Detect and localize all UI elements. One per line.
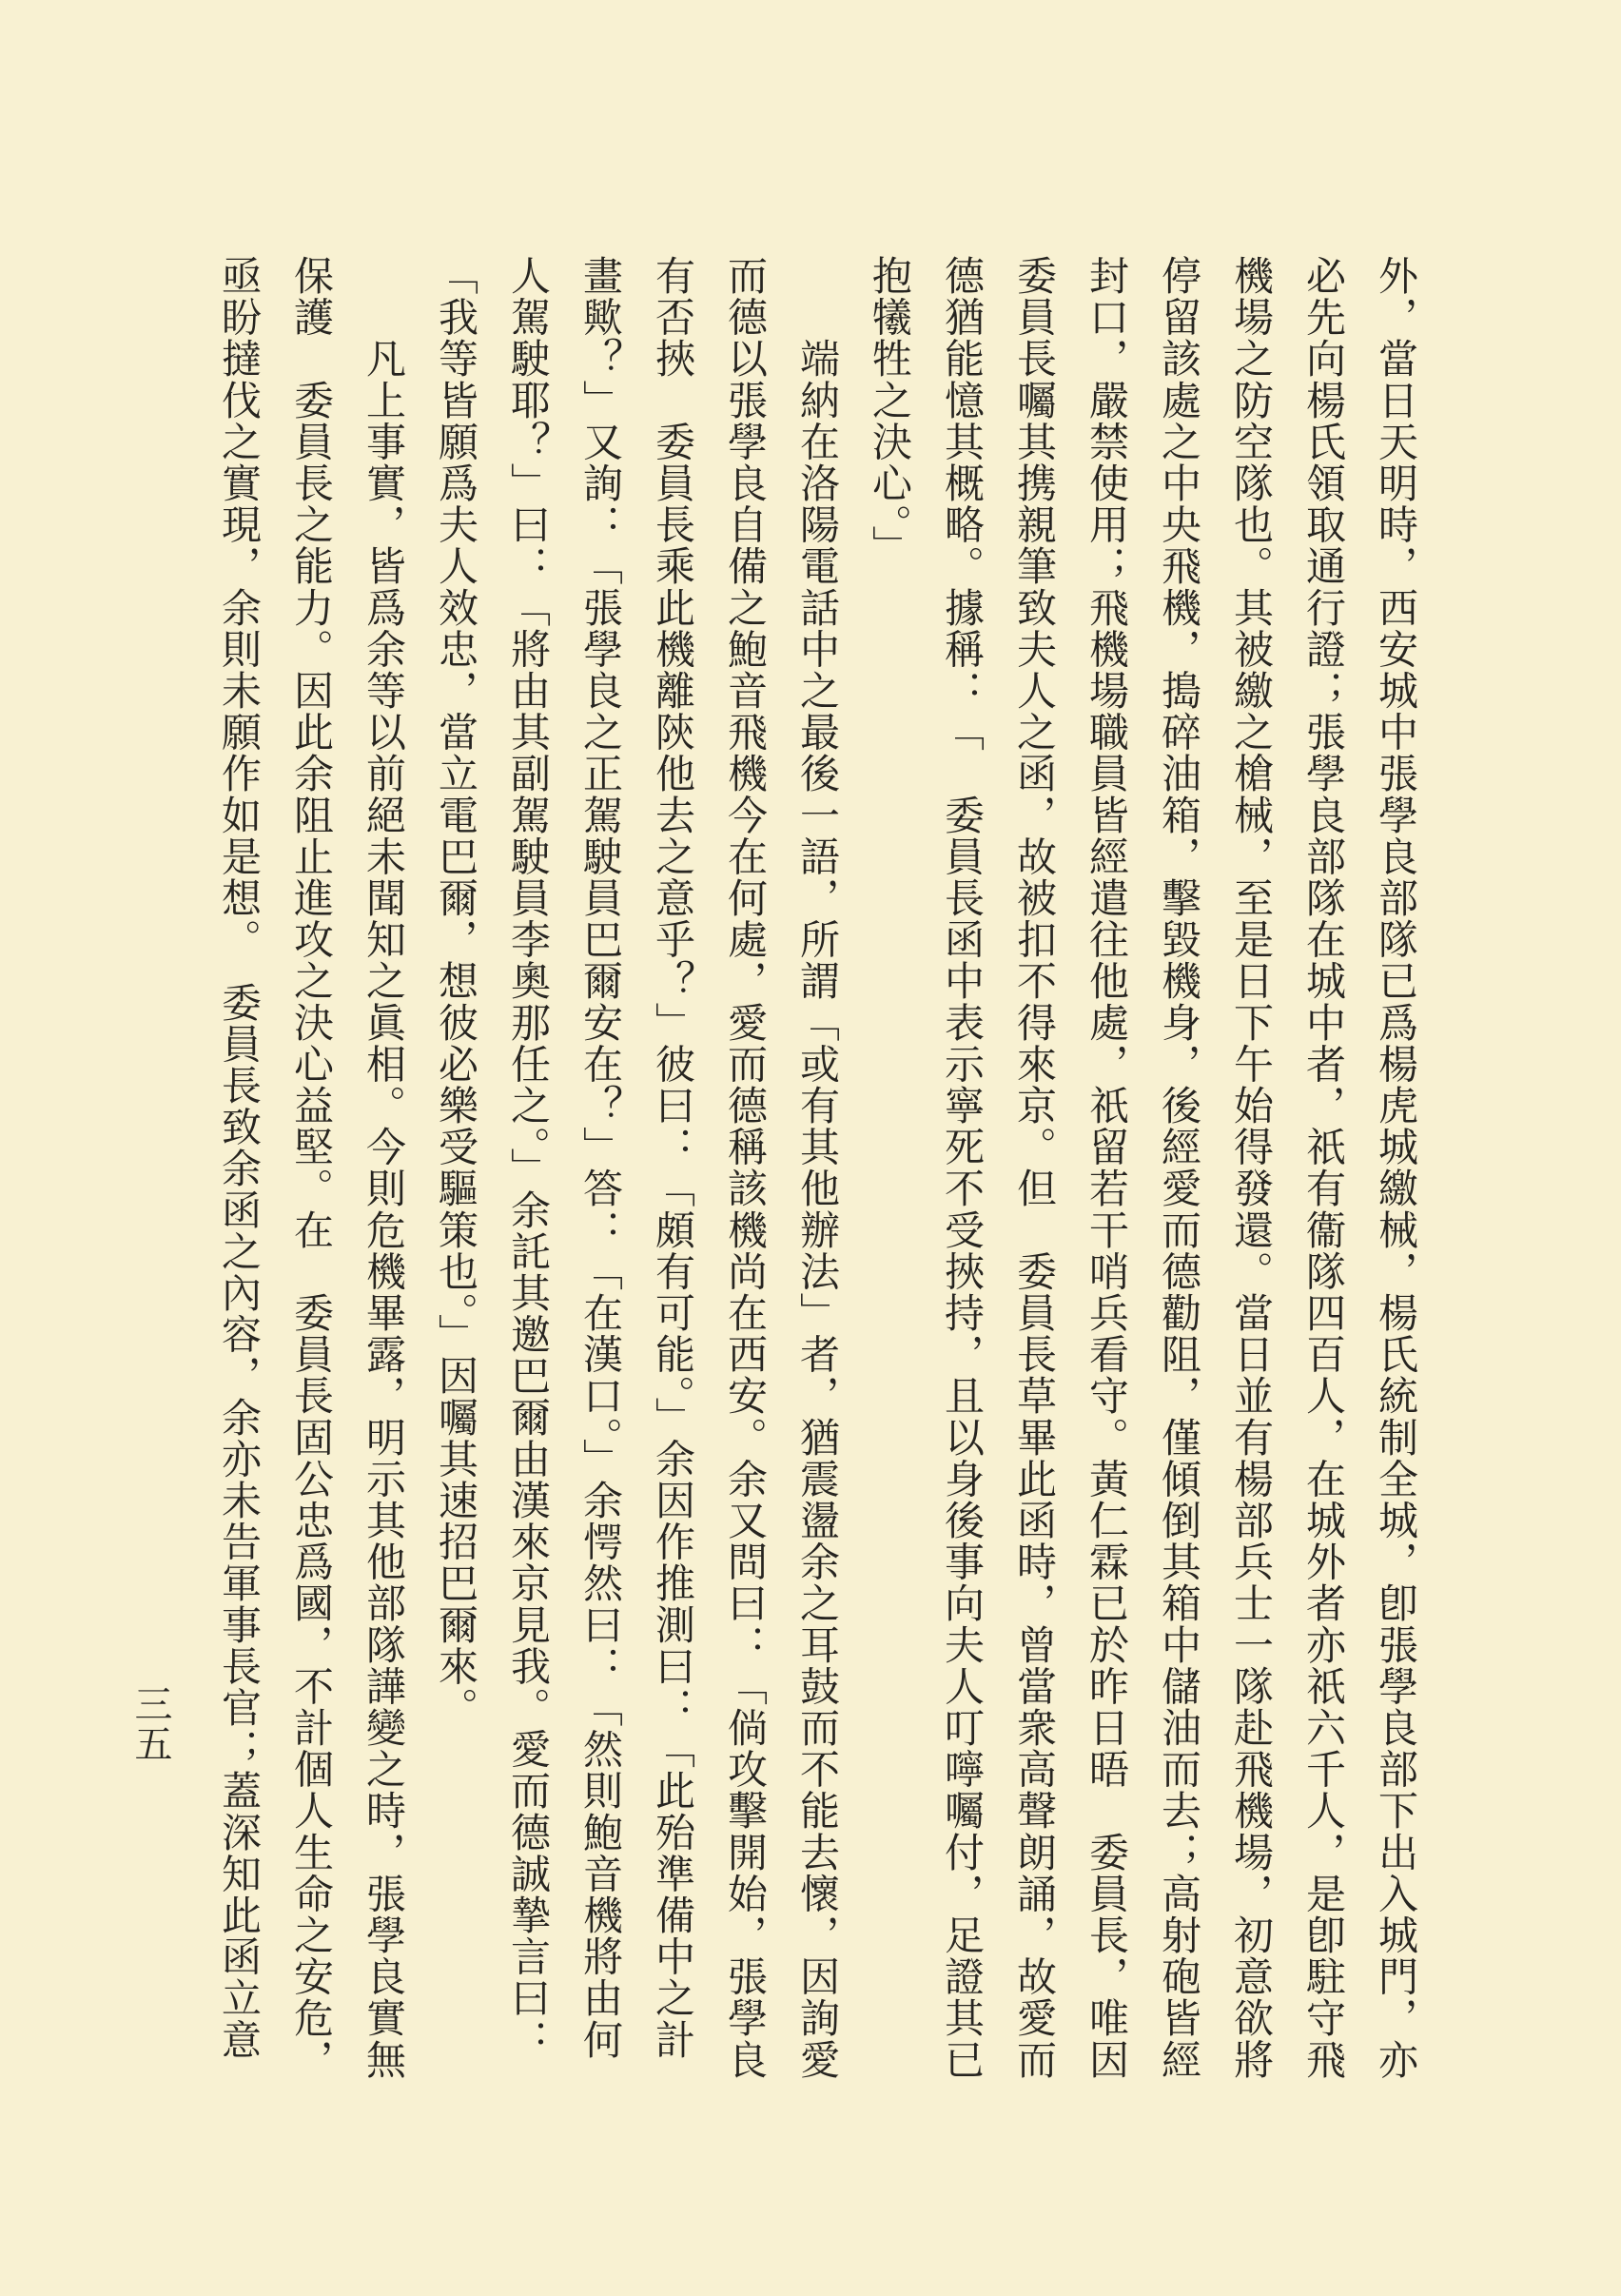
text-column-14: 「我等皆願爲夫人效忠，當立電巴爾，想彼必樂受驅策也。」因囑其速招巴爾來。 [433, 255, 479, 1729]
text-column-6: 委員長囑其携親筆致夫人之函，故被扣不得來京。但 委員長草畢此函時，曾當衆高聲朗誦，故愛而 [1011, 255, 1058, 2081]
text-column-13: 人駕駛耶？」曰：「將由其副駕駛員李奧那任之。」余託其邀巴爾由漢來京見我。愛而德誠摯言曰： [505, 255, 552, 2061]
text-column-9: 端納在洛陽電話中之最後一語，所謂「或有其他辦法」者，猶震盪余之耳鼓而不能去懷，因詢愛 [794, 255, 841, 2081]
text-column-16: 保護 委員長之能力。因此余阻止進攻之決心益堅。在 委員長固公忠爲國，不計個人生命之安危， [288, 255, 335, 2081]
text-column-4: 停留該處之中央飛機，搗碎油箱，擊毀機身，後經愛而德勸阻，僅傾倒其箱中儲油而去；高射砲皆經 [1156, 255, 1202, 2081]
text-column-12: 畫歟？」又詢：「張學良之正駕駛員巴爾安在？」答：「在漢口。」余愕然曰：「然則鮑音機將由何 [577, 255, 624, 2061]
text-column-1: 外，當日天明時，西安城中張學良部隊已爲楊虎城繳械，楊氏統制全城，卽張學良部下出入城門，亦 [1373, 255, 1419, 2081]
text-column-5: 封口，嚴禁使用；飛機場職員皆經遣往他處，祇留若干哨兵看守。黃仁霖已於昨日晤 委員長，唯因 [1084, 255, 1130, 2081]
text-column-10: 而德以張學良自備之鮑音飛機今在何處，愛而德稱該機尚在西安。余又問曰：「倘攻擊開始，張學良 [722, 255, 769, 2081]
text-column-7: 德猶能憶其概略。據稱：「 委員長函中表示寧死不受挾持，且以身後事向夫人叮嚀囑付，足證其已 [939, 255, 986, 2081]
page-number: 三五 [128, 1684, 172, 1764]
text-column-2: 必先向楊氏領取通行證；張學良部隊在城中者，祇有衞隊四百人，在城外者亦祇六千人，是卽駐守飛 [1300, 255, 1347, 2081]
text-column-11: 有否挾 委員長乘此機離陝他去之意乎？」彼曰：「頗有可能。」余因作推測曰：「此殆準備中之計 [650, 255, 696, 2061]
text-column-15: 凡上事實，皆爲余等以前絕未聞知之眞相。今則危機畢露，明示其他部隊譁變之時，張學良實無 [361, 255, 407, 2081]
text-column-3: 機場之防空隊也。其被繳之槍械，至是日下午始得發還。當日並有楊部兵士一隊赴飛機場，初意欲將 [1228, 255, 1275, 2081]
text-column-8: 抱犧牲之決心。」 [867, 255, 913, 567]
text-column-17: 亟盼撻伐之實現，余則未願作如是想。 委員長致余函之內容，余亦未告軍事長官；蓋深知此函立意 [216, 255, 263, 2061]
